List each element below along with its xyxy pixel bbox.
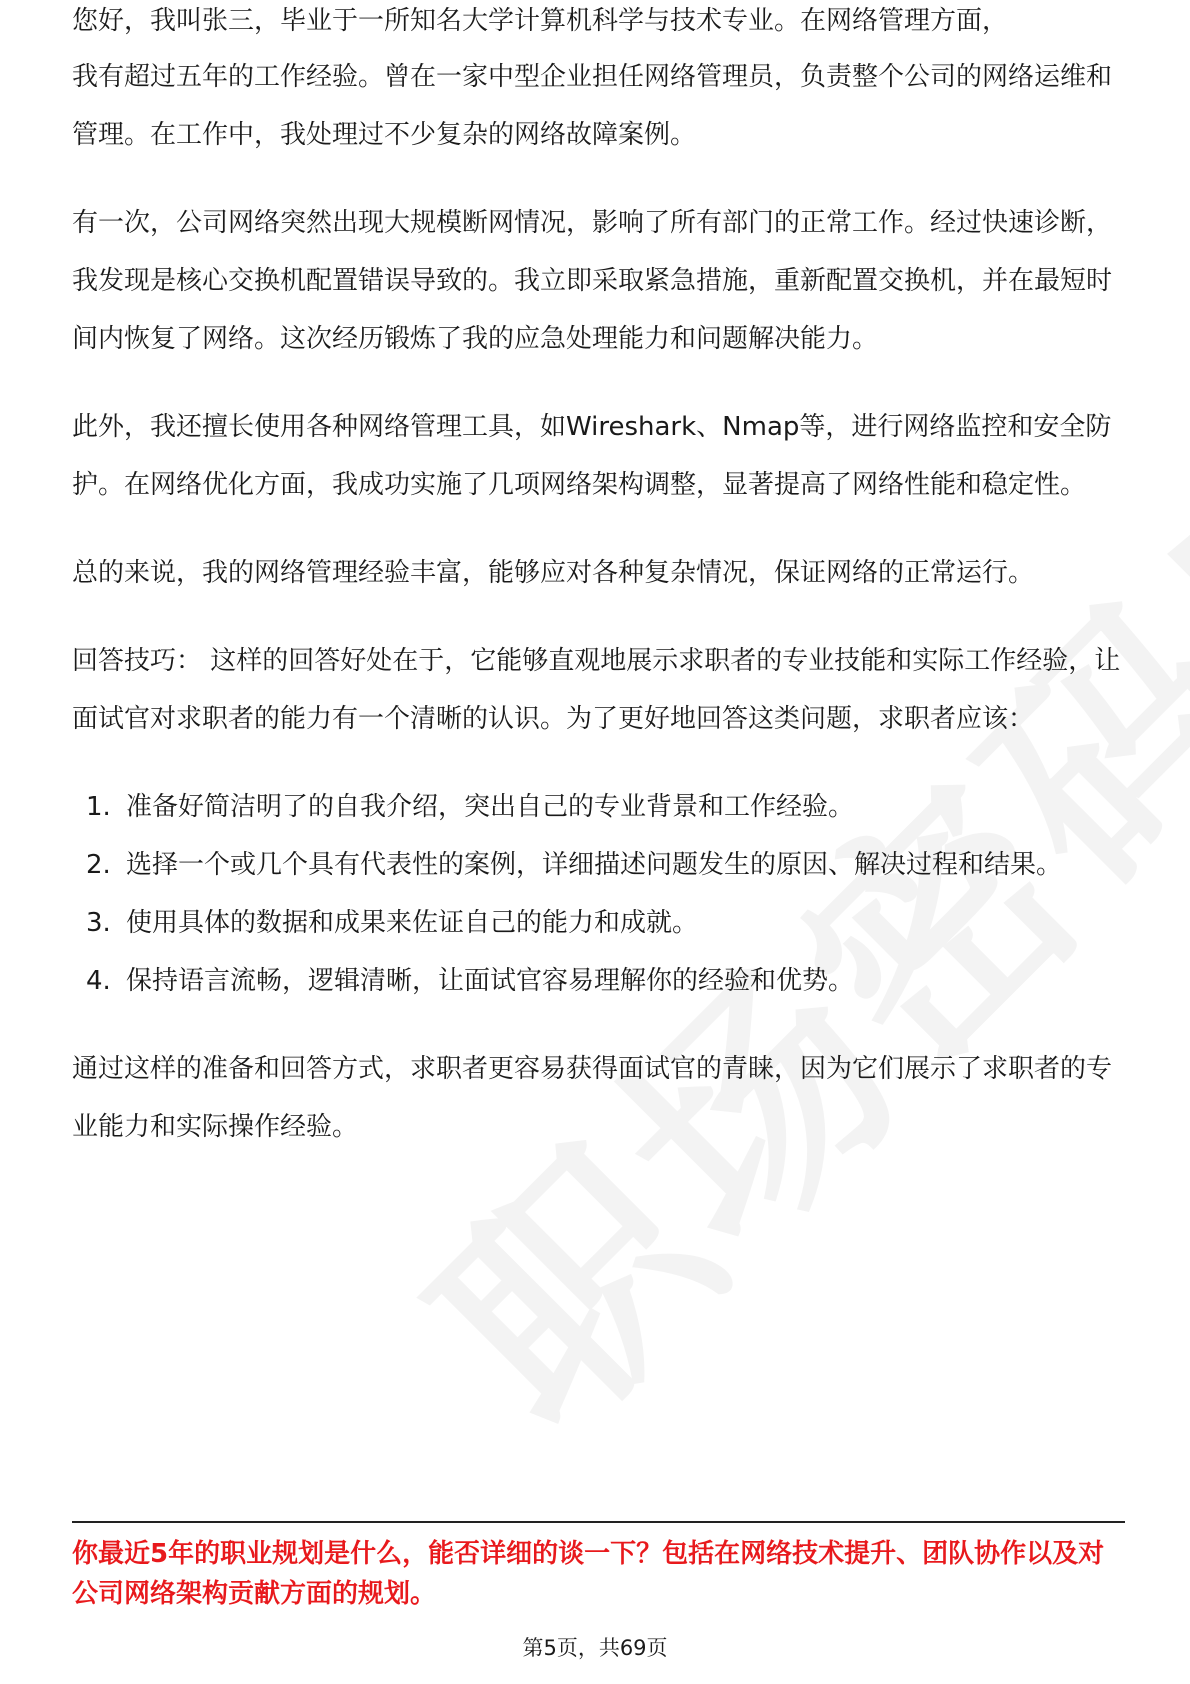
list-text: 保持语言流畅，逻辑清晰，让面试官容易理解你的经验和优势。 bbox=[126, 966, 855, 996]
document-body bbox=[72, 6, 1122, 1186]
list-number: 3. bbox=[86, 908, 111, 938]
section-divider bbox=[72, 1521, 1125, 1523]
paragraph-experience: 我有超过五年的工作经验。曾在一家中型企业担任网络管理员，负责整个公司的网络运维和管理。在工作中，我处理过不少复杂的网络故障案例。 bbox=[72, 62, 1113, 150]
list-number: 4. bbox=[86, 966, 111, 996]
list-text: 准备好简洁明了的自我介绍，突出自己的专业背景和工作经验。 bbox=[126, 792, 855, 822]
paragraph-summary: 总的来说，我的网络管理经验丰富，能够应对各种复杂情况，保证网络的正常运行。 bbox=[72, 558, 1035, 588]
page-footer: 第5页，共69页 bbox=[522, 1636, 668, 1660]
list-text: 选择一个或几个具有代表性的案例，详细描述问题发生的原因、解决过程和结果。 bbox=[126, 850, 1063, 880]
tips-list bbox=[72, 778, 1122, 1010]
paragraph-incident: 有一次，公司网络突然出现大规模断网情况，影响了所有部门的正常工作。经过快速诊断，我发现是核心交换机配置错误导致的。我立即采取紧急措施，重新配置交换机，并在最短时间内恢复了网络。这次经历锻炼了我的应急处理能力和问题解决能力。 bbox=[72, 208, 1113, 354]
cut-off-line: 您好，我叫张三，毕业于一所知名大学计算机科学与技术专业。在网络管理方面， bbox=[72, 6, 1009, 36]
list-item bbox=[72, 778, 1122, 836]
list-item bbox=[72, 836, 1122, 894]
list-number: 1. bbox=[86, 792, 111, 822]
paragraph-tools: 此外，我还擅长使用各种网络管理工具，如Wireshark、Nmap等，进行网络监控和安全防护。在网络优化方面，我成功实施了几项网络架构调整，显著提高了网络性能和稳定性。 bbox=[72, 412, 1112, 500]
paragraph-closing: 通过这样的准备和回答方式，求职者更容易获得面试官的青睐，因为它们展示了求职者的专业能力和实际操作经验。 bbox=[72, 1054, 1113, 1142]
list-item bbox=[72, 894, 1122, 952]
next-question-heading: 你最近5年的职业规划是什么，能否详细的谈一下？包括在网络技术提升、团队协作以及对公司网络架构贡献方面的规划。 bbox=[72, 1539, 1105, 1609]
list-item bbox=[72, 952, 1122, 1010]
list-text: 使用具体的数据和成果来佐证自己的能力和成就。 bbox=[126, 908, 699, 938]
paragraph-tips: 回答技巧： 这样的回答好处在于，它能够直观地展示求职者的专业技能和实际工作经验，让面试官对求职者的能力有一个清晰的认识。为了更好地回答这类问题，求职者应该： bbox=[72, 646, 1121, 734]
list-number: 2. bbox=[86, 850, 111, 880]
